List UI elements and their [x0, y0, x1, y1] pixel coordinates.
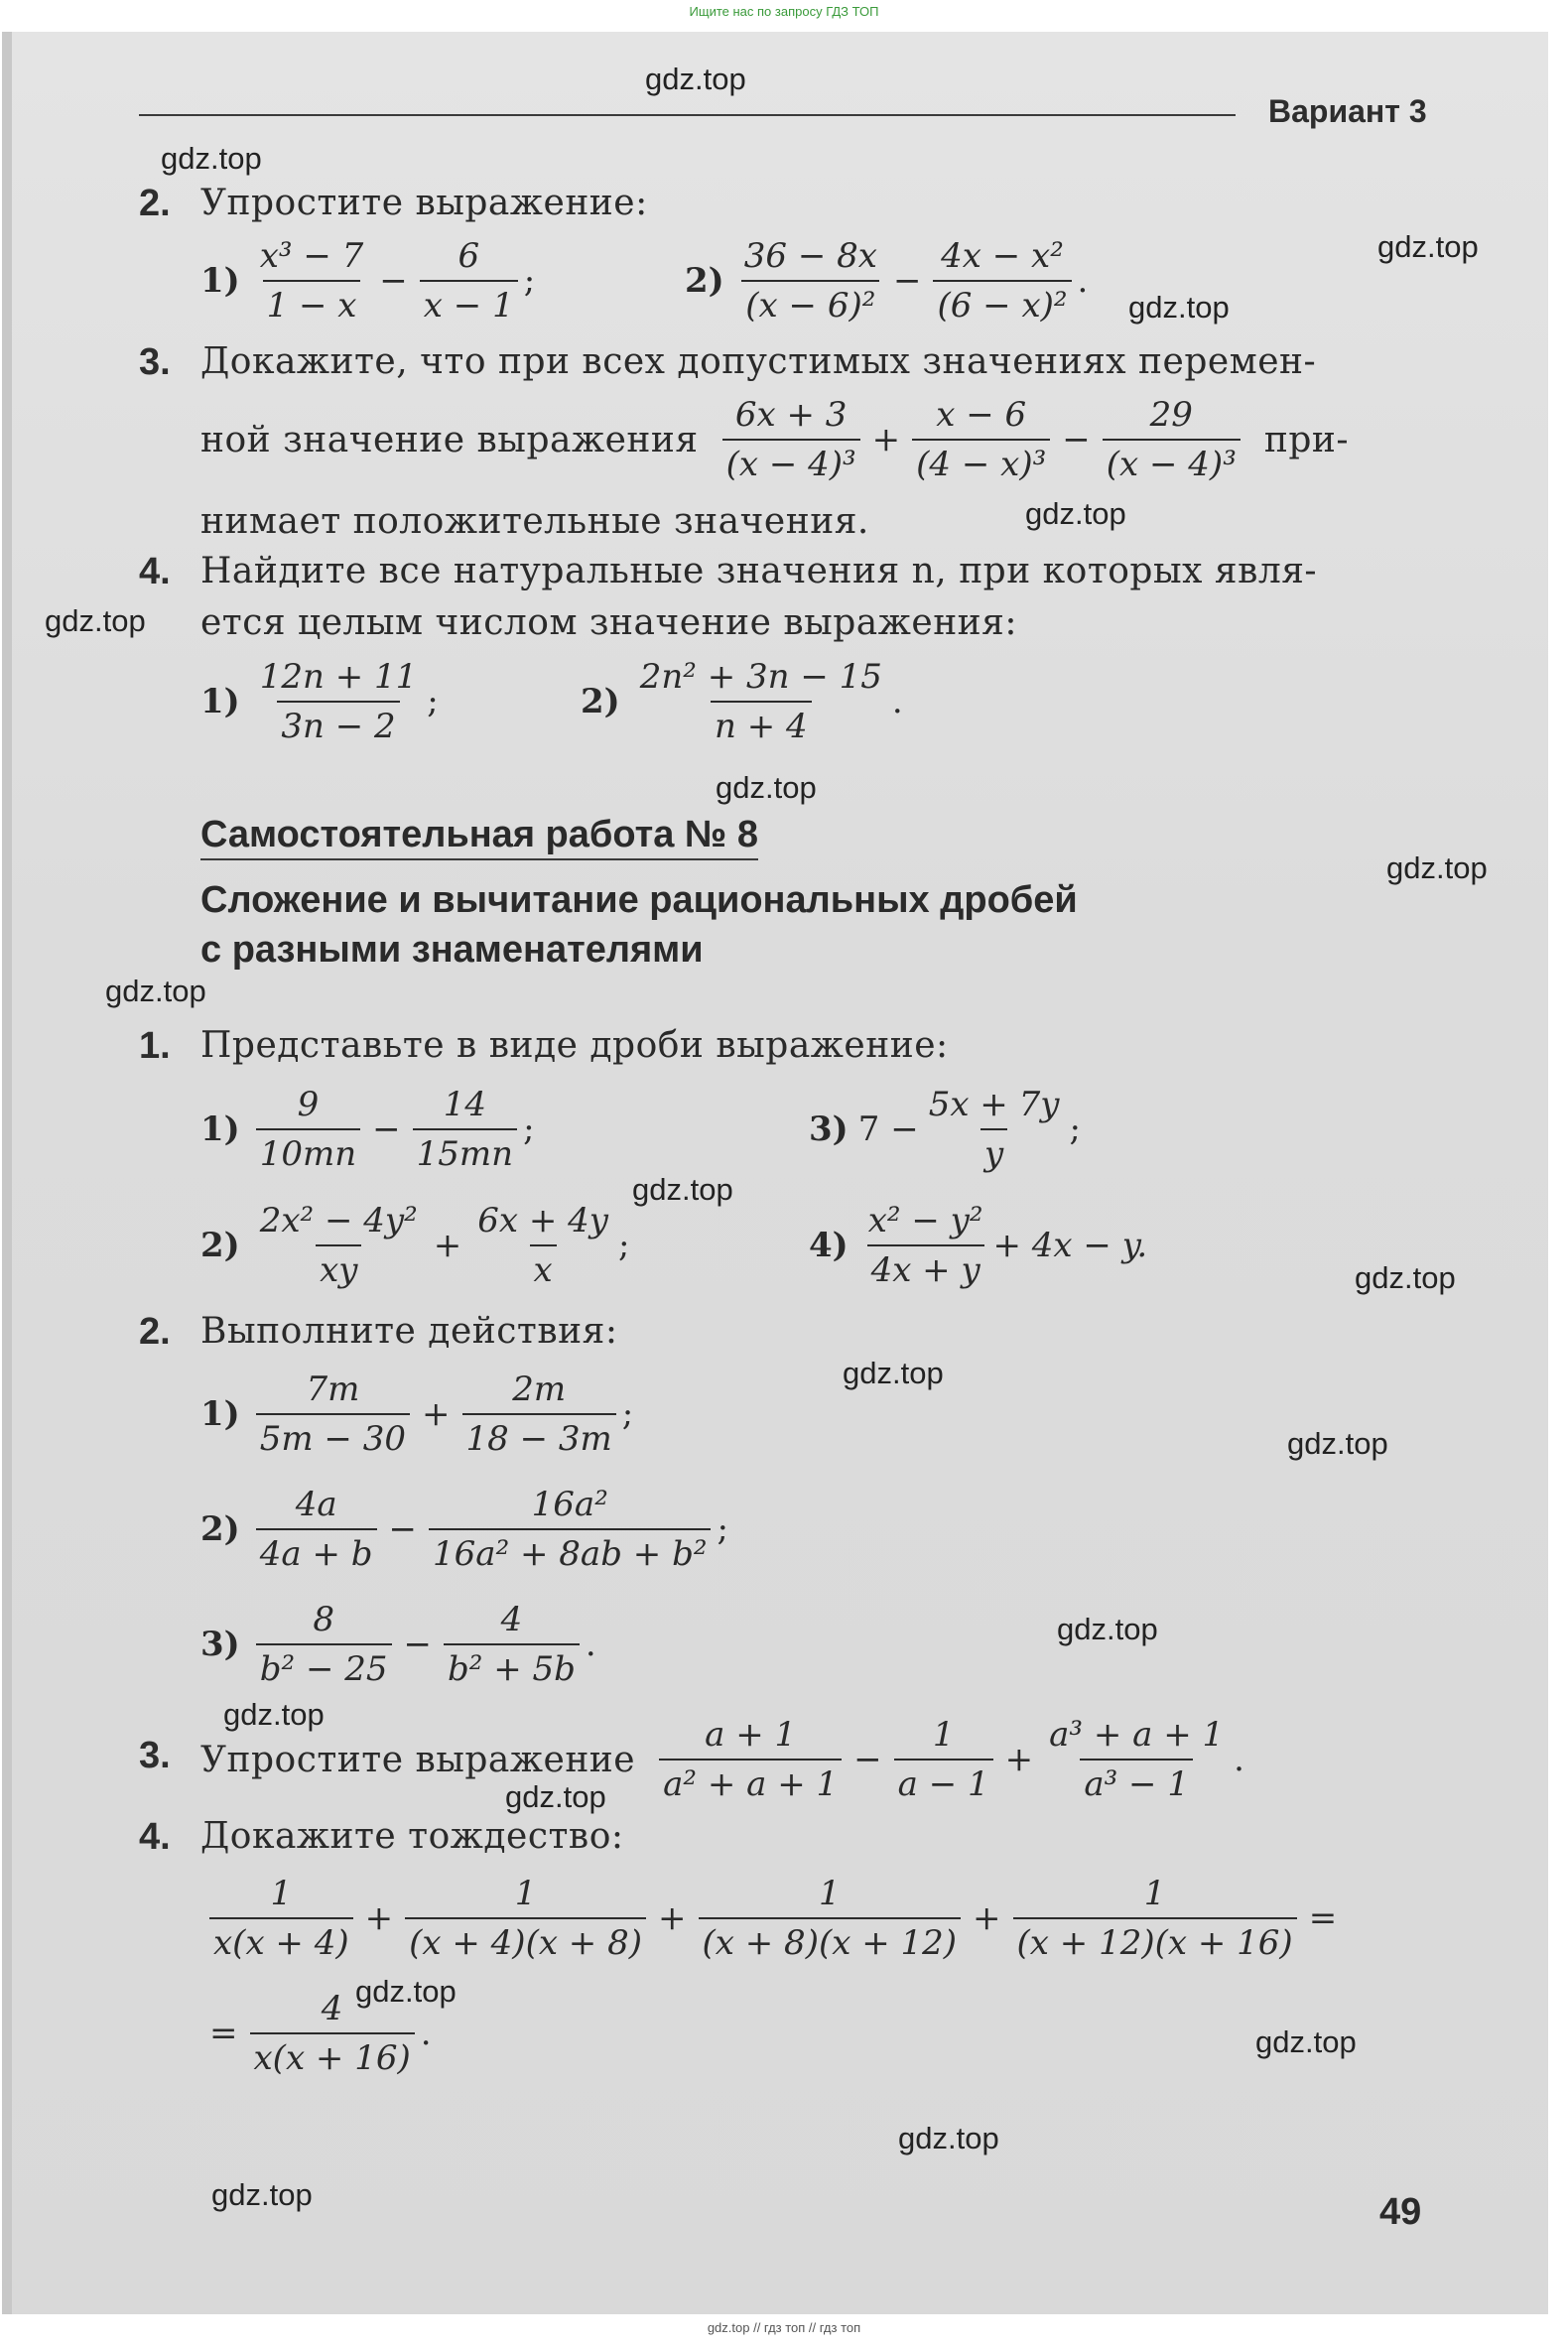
denominator: 15mn: [413, 1128, 517, 1174]
punct: .: [1077, 261, 1089, 301]
page-number: 49: [1379, 2191, 1422, 2233]
denominator: a² + a + 1: [659, 1759, 842, 1804]
task-number: 4.: [139, 1816, 171, 1858]
operator: +: [658, 1898, 687, 1938]
denominator: (x − 6)²: [741, 280, 879, 326]
denominator: 4x + y: [867, 1244, 984, 1290]
task-number: 3.: [139, 1735, 171, 1776]
numerator: 5x + 7y: [928, 1085, 1060, 1124]
fraction: [1045, 1715, 1228, 1804]
punct: ;: [427, 682, 439, 721]
punct: ;: [523, 1109, 535, 1149]
item-label: 4): [809, 1226, 849, 1265]
denominator: (6 − x)²: [933, 280, 1071, 326]
fraction: [256, 236, 368, 326]
numerator: 4a: [295, 1485, 337, 1524]
watermark: gdz.top: [105, 974, 206, 1008]
denominator: (x − 4)³: [1103, 439, 1241, 484]
denominator: 16a² + 8ab + b²: [429, 1528, 711, 1574]
watermark: gdz.top: [1057, 1612, 1158, 1646]
fraction: [894, 1715, 993, 1804]
watermark: gdz.top: [223, 1697, 325, 1732]
fraction: [256, 1370, 410, 1459]
variant-label: Вариант 3: [1268, 93, 1427, 129]
operator: +: [973, 1898, 1001, 1938]
punct: .: [420, 2014, 432, 2053]
item-label: 1): [200, 1394, 240, 1434]
task-text: Представьте в виде дроби выражение:: [200, 1025, 949, 1066]
item-label: 2): [581, 682, 620, 721]
numerator: 14: [443, 1085, 486, 1124]
expr-prefix: 7 −: [857, 1109, 919, 1149]
fraction: [444, 1600, 580, 1689]
punct: .: [891, 682, 903, 721]
operator: =: [1308, 1898, 1338, 1938]
numerator: 1: [514, 1874, 537, 1913]
numerator: 2m: [512, 1370, 567, 1409]
numerator: 36 − 8x: [743, 236, 877, 276]
denominator: x − 1: [420, 280, 518, 326]
expr-item: [200, 1201, 629, 1290]
operator: +: [422, 1394, 451, 1434]
fraction: [250, 1989, 415, 2078]
fraction: [636, 657, 886, 746]
numerator: 8: [313, 1600, 334, 1639]
watermark: gdz.top: [1287, 1426, 1388, 1461]
operator: =: [209, 2014, 238, 2053]
task-text: Найдите все натуральные значения n, при которых явля-: [200, 551, 1318, 591]
task-text: Выполните действия:: [200, 1311, 618, 1352]
denominator: (x − 4)³: [722, 439, 860, 484]
item-label: 2): [200, 1509, 240, 1549]
operator: −: [892, 261, 922, 301]
fraction: [699, 1874, 962, 1963]
fraction: [722, 395, 860, 484]
operator: +: [433, 1226, 462, 1265]
numerator: x³ − 7: [259, 236, 364, 276]
watermark: gdz.top: [632, 1172, 733, 1207]
punct: ;: [621, 1394, 634, 1434]
denominator: b² + 5b: [444, 1643, 580, 1689]
operator: −: [1062, 420, 1091, 459]
fraction: [256, 1201, 422, 1290]
numerator: 1: [818, 1874, 841, 1913]
denominator: a − 1: [894, 1759, 993, 1804]
item-label: 3): [809, 1109, 849, 1149]
watermark: gdz.top: [1355, 1260, 1456, 1295]
fraction: [864, 1201, 987, 1290]
numerator: 1: [270, 1874, 293, 1913]
watermark: gdz.top: [355, 1974, 457, 2009]
fraction: [1013, 1874, 1297, 1963]
task-text: ется целым числом значение выражения:: [200, 602, 1018, 643]
numerator: a³ + a + 1: [1049, 1715, 1225, 1755]
denominator: 5m − 30: [256, 1413, 410, 1459]
section-subtitle: Сложение и вычитание рациональных дробей: [200, 879, 1078, 921]
watermark: gdz.top: [161, 141, 262, 176]
denominator: n + 4: [711, 701, 812, 746]
section-subtitle: с разными знаменателями: [200, 929, 704, 971]
denominator: 1 − x: [263, 280, 361, 326]
task-text: при-: [1263, 419, 1350, 460]
bottom-banner: gdz.top // гдз топ // гдз топ: [707, 2320, 861, 2335]
denominator: xy: [316, 1244, 361, 1290]
punct: ;: [717, 1509, 728, 1549]
denominator: (x + 8)(x + 12): [699, 1917, 962, 1963]
numerator: 6x + 4y: [477, 1201, 609, 1240]
header-rule: [139, 114, 1236, 116]
numerator: 4: [500, 1600, 523, 1639]
item-label: 3): [200, 1625, 240, 1664]
fraction: [413, 1085, 517, 1174]
operator: +: [364, 1898, 394, 1938]
expr-item: [200, 1085, 535, 1174]
expr-item: [809, 1201, 1147, 1290]
task-text: Докажите, что при всех допустимых значениях перемен-: [200, 341, 1317, 382]
watermark: gdz.top: [898, 2121, 999, 2155]
numerator: 4: [321, 1989, 343, 2028]
fraction: [462, 1370, 616, 1459]
numerator: 12n + 11: [259, 657, 418, 697]
denominator: x(x + 4): [209, 1917, 353, 1963]
denominator: b² − 25: [256, 1643, 392, 1689]
denominator: y: [980, 1128, 1007, 1174]
task-number: 1.: [139, 1025, 171, 1067]
numerator: 16a²: [531, 1485, 608, 1524]
fraction: [209, 1874, 353, 1963]
punct: ;: [1069, 1109, 1081, 1149]
task-text: ной значение выражения: [200, 419, 699, 460]
numerator: 4x − x²: [941, 236, 1064, 276]
numerator: 7m: [306, 1370, 360, 1409]
punct: .: [585, 1625, 596, 1664]
denominator: x(x + 16): [250, 2032, 415, 2078]
identity-line: [203, 1874, 1343, 1963]
denominator: 3n − 2: [277, 701, 399, 746]
identity-result: [203, 1989, 432, 2078]
operator: −: [403, 1625, 433, 1664]
fraction: [473, 1201, 612, 1290]
operator: +: [871, 420, 901, 459]
fraction: [925, 1085, 1064, 1174]
fraction: [256, 657, 422, 746]
operator: −: [379, 261, 408, 301]
fraction: [912, 395, 1050, 484]
watermark: gdz.top: [505, 1779, 606, 1814]
watermark: gdz.top: [1128, 290, 1230, 325]
numerator: x − 6: [936, 395, 1027, 435]
task-text: Упростите выражение: [200, 1739, 636, 1780]
watermark: gdz.top: [1386, 850, 1488, 885]
denominator: 4a + b: [256, 1528, 377, 1574]
task-number: 2.: [139, 1311, 171, 1353]
task-text: нимает положительные значения.: [200, 501, 869, 542]
watermark: gdz.top: [211, 2177, 313, 2212]
task-text: Докажите тождество:: [200, 1816, 624, 1857]
item-label: 2): [685, 261, 724, 301]
punct: .: [1234, 1740, 1244, 1779]
expr-item: [200, 657, 439, 746]
top-banner: Ищите нас по запросу ГДЗ ТОП: [689, 4, 879, 19]
numerator: 6x + 3: [734, 395, 848, 435]
section-title: Самостоятельная работа № 8: [200, 814, 758, 860]
expr-item: [200, 1370, 633, 1459]
denominator: x: [530, 1244, 557, 1290]
denominator: (x + 4)(x + 8): [405, 1917, 646, 1963]
fraction: [256, 1600, 392, 1689]
task-number: 4.: [139, 551, 171, 592]
expr-item: [200, 1600, 596, 1689]
watermark: gdz.top: [1255, 2024, 1357, 2059]
operator: −: [372, 1109, 401, 1149]
watermark: gdz.top: [1025, 496, 1126, 531]
numerator: 1: [1143, 1874, 1166, 1913]
task-number: 3.: [139, 341, 171, 383]
numerator: 1: [932, 1715, 955, 1755]
watermark: gdz.top: [1377, 229, 1479, 264]
expr-item: [809, 1085, 1081, 1174]
numerator: 6: [457, 236, 480, 276]
item-label: 1): [200, 682, 240, 721]
numerator: 29: [1149, 395, 1193, 435]
punct: ;: [618, 1226, 630, 1265]
denominator: a³ − 1: [1080, 1759, 1193, 1804]
expr-item: [685, 236, 1088, 326]
operator: −: [853, 1740, 882, 1779]
fraction: [1103, 395, 1241, 484]
fraction: [933, 236, 1071, 326]
task-text: Упростите выражение:: [200, 183, 648, 223]
expr-line: [200, 1715, 1244, 1804]
expr-item: [200, 236, 535, 326]
expr-item: [581, 657, 903, 746]
fraction: [740, 236, 881, 326]
fraction: [420, 236, 518, 326]
operator: +: [1004, 1740, 1034, 1779]
denominator: (4 − x)³: [912, 439, 1050, 484]
item-label: 2): [200, 1226, 240, 1265]
watermark: gdz.top: [716, 770, 817, 805]
item-label: 1): [200, 261, 240, 301]
fraction: [256, 1485, 377, 1574]
task-number: 2.: [139, 183, 171, 224]
numerator: x² − y²: [867, 1201, 983, 1240]
expr-item: [200, 1485, 728, 1574]
fraction: [429, 1485, 711, 1574]
denominator: 18 − 3m: [462, 1413, 616, 1459]
numerator: 2n² + 3n − 15: [639, 657, 882, 697]
watermark: gdz.top: [45, 603, 146, 638]
fraction: [405, 1874, 646, 1963]
watermark: gdz.top: [843, 1356, 944, 1390]
denominator: (x + 12)(x + 16): [1013, 1917, 1297, 1963]
numerator: 9: [297, 1085, 320, 1124]
numerator: a + 1: [705, 1715, 797, 1755]
denominator: 10mn: [256, 1128, 360, 1174]
fraction: [659, 1715, 842, 1804]
item-label: 1): [200, 1109, 240, 1149]
operator: −: [388, 1509, 418, 1549]
fraction: [256, 1085, 360, 1174]
expr-line: [200, 395, 1349, 484]
punct: ;: [523, 261, 536, 301]
numerator: 2x² − 4y²: [259, 1201, 418, 1240]
watermark: gdz.top: [645, 62, 746, 96]
expr-suffix: + 4x − y.: [992, 1226, 1148, 1265]
